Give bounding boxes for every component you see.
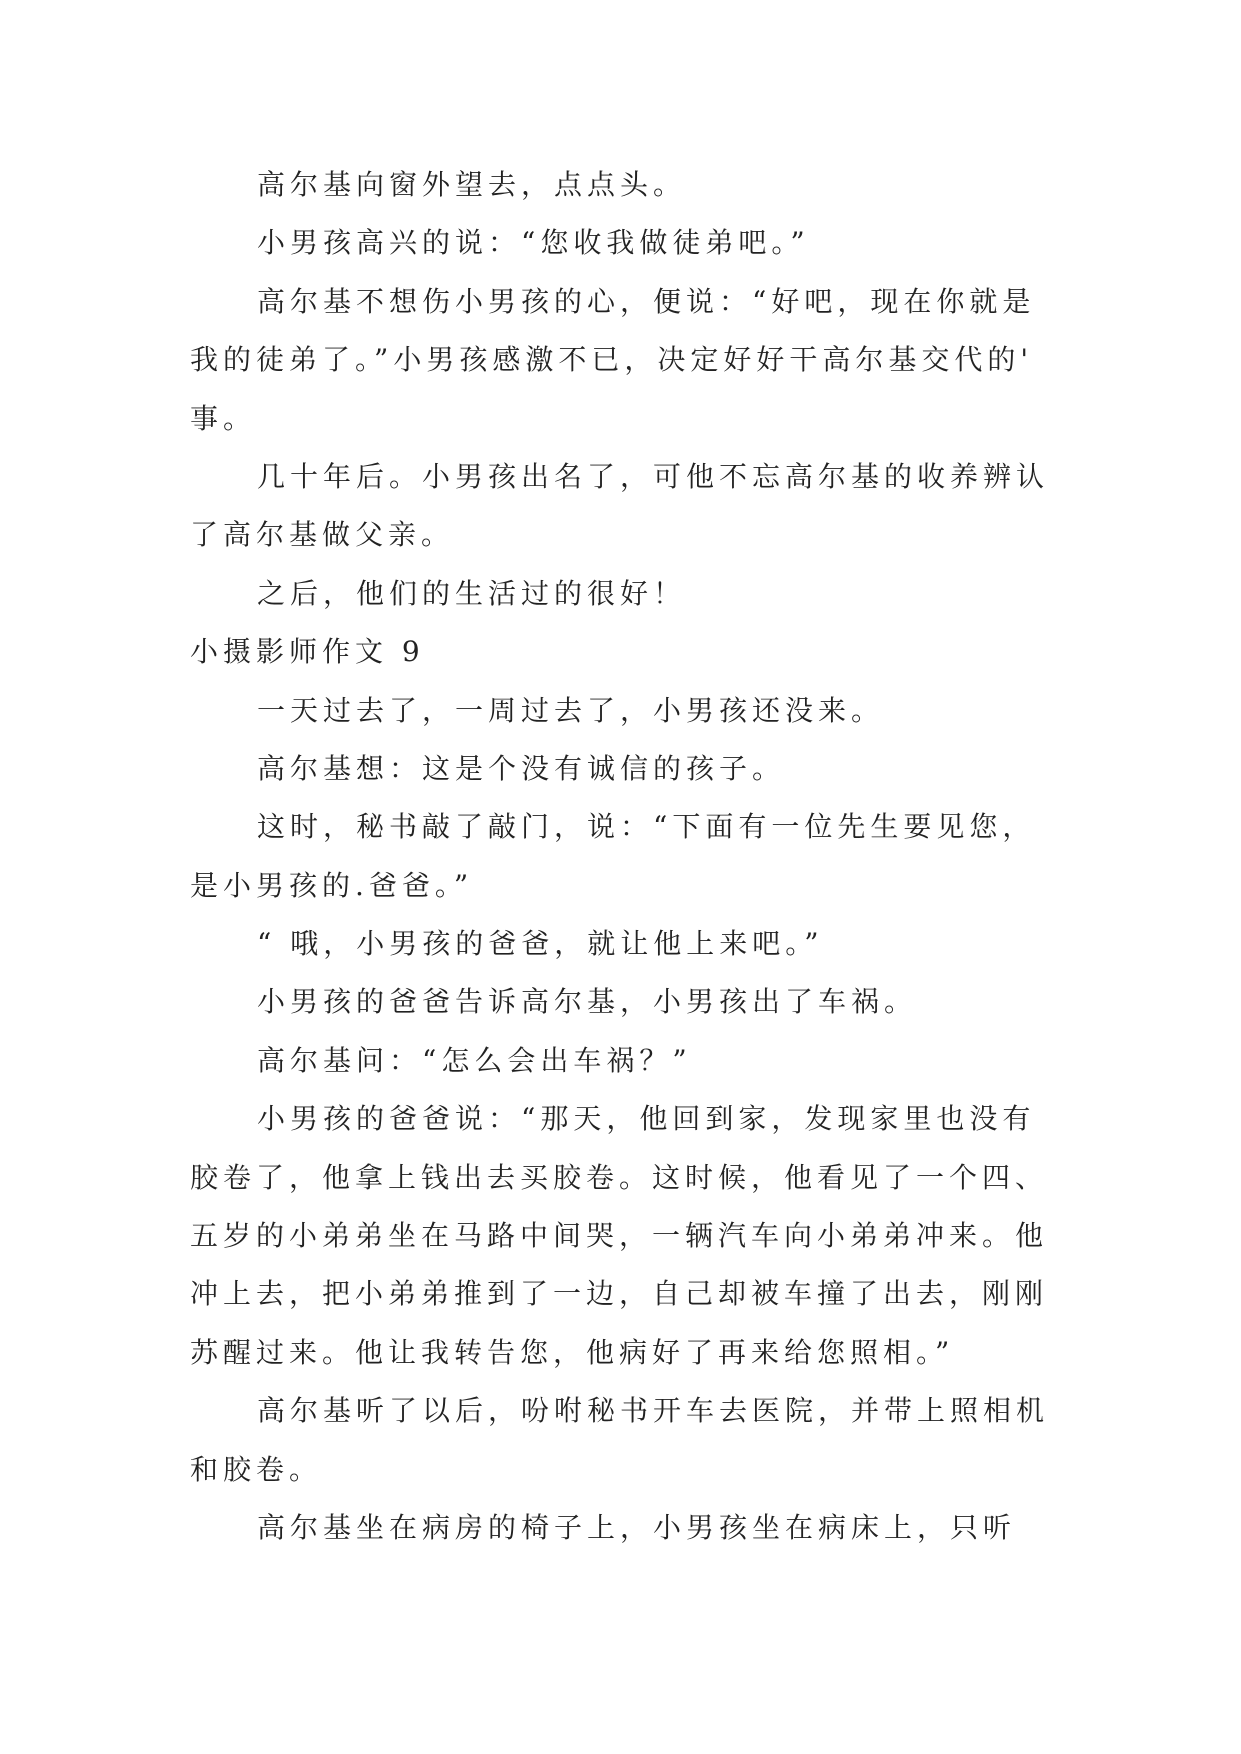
paragraph	[190, 273, 1090, 448]
text-line: 我的徒弟了。”小男孩感激不已，决定好好干高尔基交代的'	[190, 343, 1034, 377]
text-line: 高尔基听了以后，吩咐秘书开车去医院，并带上照相机	[257, 1394, 1050, 1428]
text-line: 苏醒过来。他让我转告您，他病好了再来给您照相。”	[190, 1335, 955, 1369]
text-line: 胶卷了，他拿上钱出去买胶卷。这时候，他看见了一个四、	[190, 1160, 1049, 1194]
text-line: 冲上去，把小弟弟推到了一边，自己却被车撞了出去，刚刚	[190, 1277, 1049, 1311]
text-line: “ 哦，小男孩的爸爸，就让他上来吧。”	[257, 927, 824, 961]
text-line: 小男孩高兴的说：“您收我做徒弟吧。”	[257, 226, 810, 260]
essay-title: 小摄影师作文 9	[190, 635, 425, 669]
paragraph	[190, 1090, 1090, 1382]
text-line: 高尔基坐在病房的椅子上，小男孩坐在病床上，只听	[257, 1510, 1017, 1544]
text-line: 高尔基想：这是个没有诚信的孩子。	[257, 751, 786, 785]
paragraph	[190, 740, 1090, 798]
text-line: 这时，秘书敲了敲门，说：“下面有一位先生要见您，	[257, 810, 1036, 844]
text-line: 小男孩的爸爸告诉高尔基，小男孩出了车祸。	[257, 985, 918, 1019]
text-line: 是小男孩的.爸爸。”	[190, 868, 474, 902]
text-line: 高尔基不想伤小男孩的心，便说：“好吧，现在你就是	[257, 284, 1036, 318]
document-body	[190, 156, 1090, 1557]
paragraph	[190, 1499, 1090, 1557]
text-line: 之后，他们的生活过的很好！	[257, 576, 687, 610]
text-line: 和胶卷。	[190, 1452, 323, 1486]
paragraph	[190, 214, 1090, 272]
paragraph	[190, 973, 1090, 1031]
text-line: 事。	[190, 401, 257, 435]
paragraph	[190, 798, 1090, 915]
text-line: 了高尔基做父亲。	[190, 518, 455, 552]
paragraph	[190, 565, 1090, 623]
text-line: 几十年后。小男孩出名了，可他不忘高尔基的收养辨认	[257, 459, 1050, 493]
paragraph	[190, 1032, 1090, 1090]
paragraph	[190, 156, 1090, 214]
text-line: 高尔基问：“怎么会出车祸？”	[257, 1043, 692, 1077]
paragraph	[190, 1382, 1090, 1499]
text-line: 小男孩的爸爸说：“那天，他回到家，发现家里也没有	[257, 1102, 1036, 1136]
paragraph	[190, 915, 1090, 973]
paragraph	[190, 448, 1090, 565]
text-line: 五岁的小弟弟坐在马路中间哭，一辆汽车向小弟弟冲来。他	[190, 1219, 1049, 1253]
text-line: 高尔基向窗外望去，点点头。	[257, 168, 687, 201]
paragraph	[190, 682, 1090, 740]
text-line: 一天过去了，一周过去了，小男孩还没来。	[257, 693, 885, 727]
